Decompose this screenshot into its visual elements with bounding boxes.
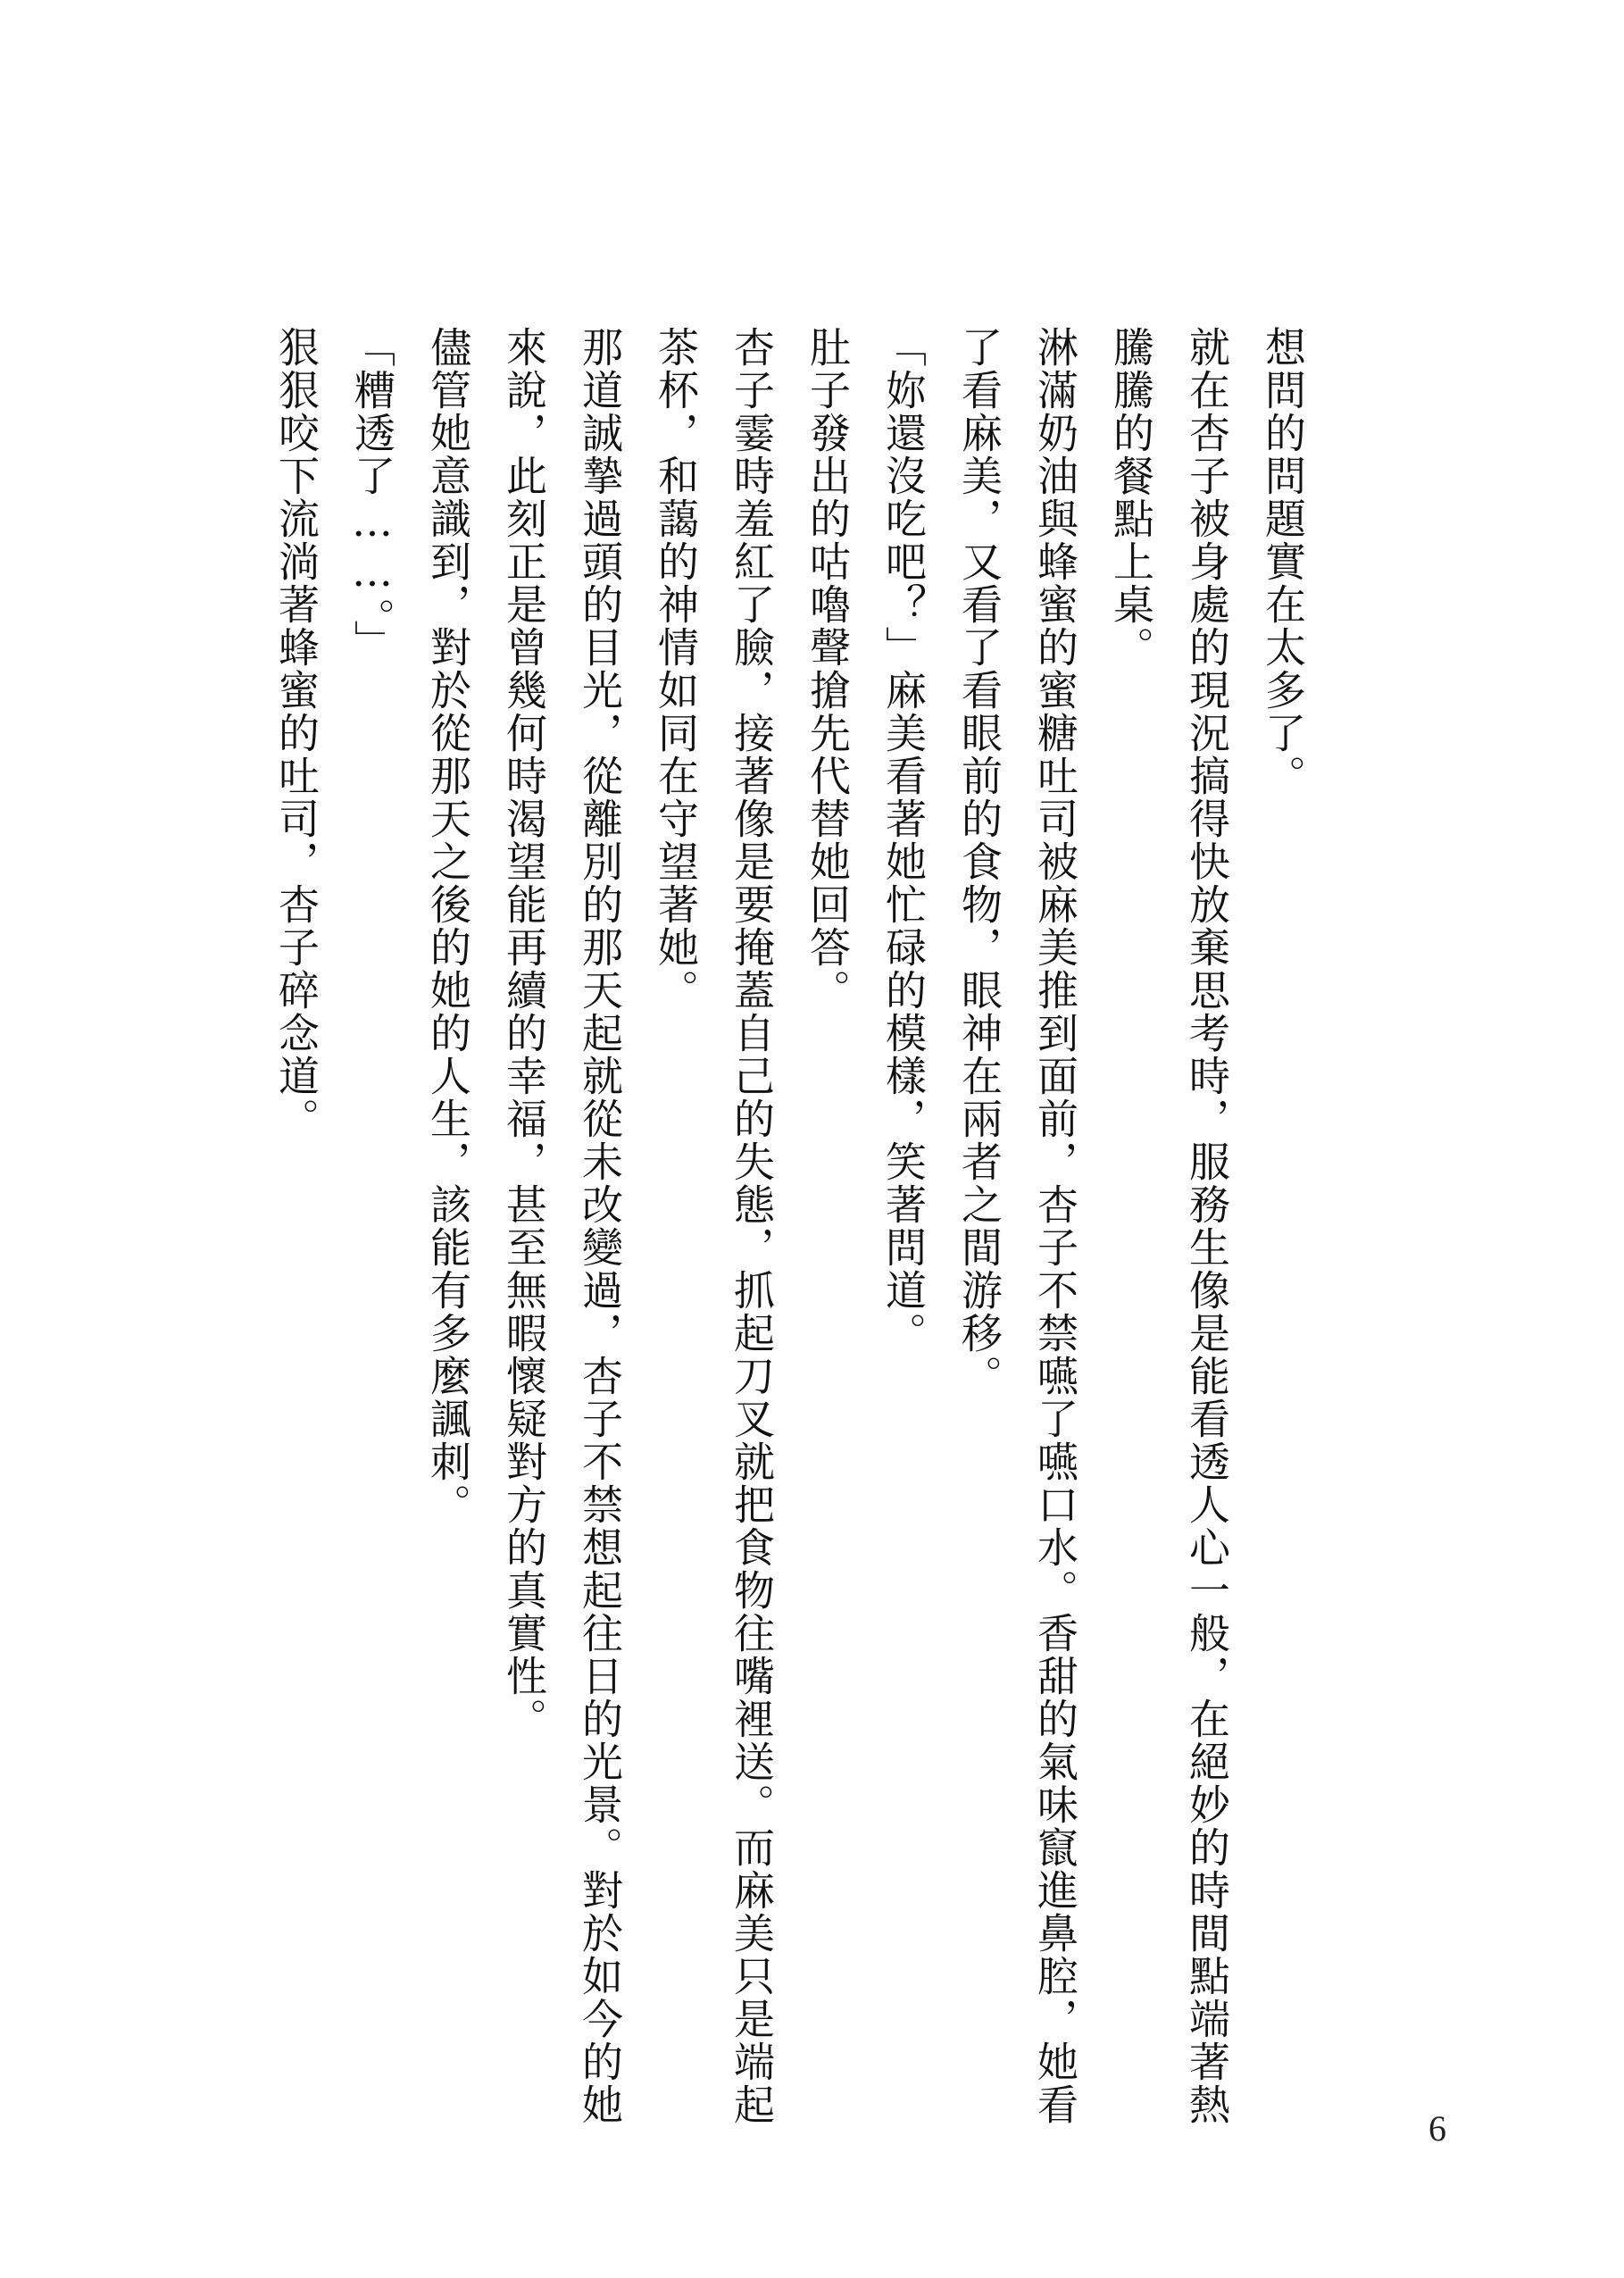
paragraph-10: 狠狠咬下流淌著蜂蜜的吐司，杏子碎念道。 xyxy=(272,326,321,1140)
paragraph-6: 杏子霎時羞紅了臉，接著像是要掩蓋自己的失態，抓起刀叉就把食物往嘴裡送。而麻美只是端起茶杯，和藹的神情如同在守望著她。 xyxy=(652,326,776,2126)
vertical-body-text xyxy=(258,326,1320,2130)
paragraph-4: 「妳還沒吃吧？」麻美看著她忙碌的模樣，笑著問道。 xyxy=(879,326,928,1355)
paragraph-7: 那道誠摯過頭的目光，從離別的那天起就從未改變過，杏子不禁想起往日的光景。對於如今的她來說，此刻正是曾幾何時渴望能再續的幸福，甚至無暇懷疑對方的真實性。 xyxy=(500,326,624,2126)
paragraph-2: 就在杏子被身處的現況搞得快放棄思考時，服務生像是能看透人心一般，在絕妙的時間點端著熱騰騰的餐點上桌。 xyxy=(1107,326,1231,2126)
paragraph-3: 淋滿奶油與蜂蜜的蜜糖吐司被麻美推到面前，杏子不禁嚥了嚥口水。香甜的氣味竄進鼻腔，她看了看麻美，又看了看眼前的食物，眼神在兩者之間游移。 xyxy=(955,326,1079,2126)
paragraph-5: 肚子發出的咕嚕聲搶先代替她回答。 xyxy=(804,326,852,1012)
page-number: 6 xyxy=(1428,2108,1446,2149)
paragraph-8: 儘管她意識到，對於從那天之後的她的人生，該能有多麼諷刺。 xyxy=(424,326,472,1526)
paragraph-9: 「糟透了……。」 xyxy=(348,326,396,663)
paragraph-1: 想問的問題實在太多了。 xyxy=(1259,326,1307,797)
